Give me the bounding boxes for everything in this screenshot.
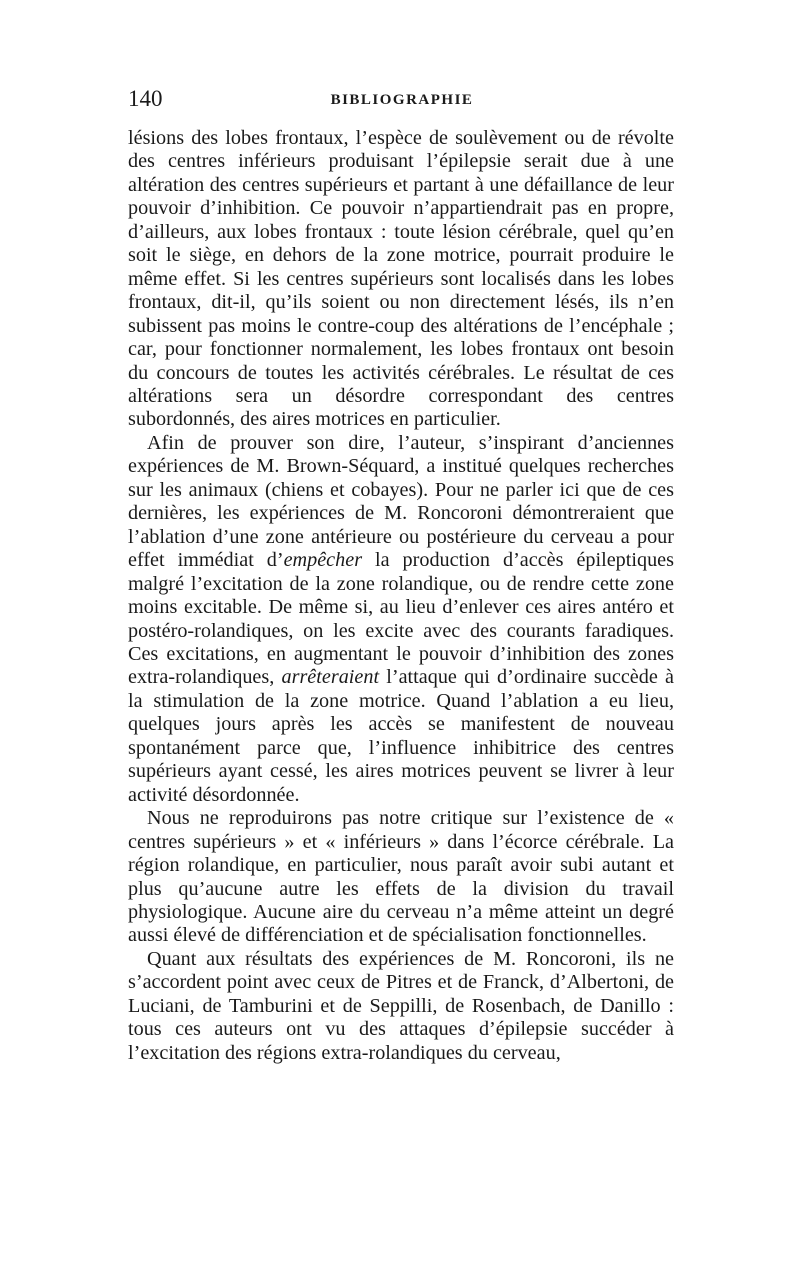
running-title: BIBLIOGRAPHIE bbox=[330, 92, 474, 108]
text-segment: l’attaque qui d’ordinaire succède à la stimulation de la zone motrice. Quand l’ablation a eu lieu, quelques jours après les accès se manifestent de nouveau spontanément parce que, l’influence inhibitrice des centres supérieurs ayant cessé, les aires motrices peuvent se livrer à leur activité désordonnée. bbox=[128, 666, 674, 806]
text-segment: Quant aux résultats des expériences de M. Roncoroni, ils ne s’accordent point avec ceux de Pitres et de Franck, d’Albertoni, de Luciani, de Tamburini et de Seppilli, de Rosenbach, de Danillo : tous ces auteurs ont vu des attaques d’épilepsie succéder à l’excitation des régions extra-rolandiques du cerveau, bbox=[128, 947, 674, 1064]
text-segment: la production d’accès épileptiques malgré l’excitation de la zone rolandique, ou de rendre cette zone moins excitable. De même si, au lieu d’enlever ces aires antéro et postéro-rolandiques, on les excite avec des courants faradiques. Ces excitations, en augmentant le pouvoir d’inhibition des zones extra-rolandiques, bbox=[128, 549, 674, 689]
text-segment: Nous ne reproduirons pas notre critique sur l’existence de « centres supérieurs » et « inférieurs » dans l’écorce cérébrale. La région rolandique, en particulier, nous paraît avoir subi autant et plus qu’aucune autre les effets de la division du travail physiologique. Aucune aire du cerveau n’a même atteint un degré aussi élevé de différenciation et de spécialisation fonctionnelles. bbox=[128, 807, 674, 947]
text-segment: Afin de prouver son dire, l’auteur, s’inspirant d’anciennes expériences de M. Brown-Séquard, a institué quelques recherches sur les animaux (chiens et cobayes). Pour ne parler ici que de ces dernières, les expériences de M. Roncoroni démontreraient que l’ablation d’une zone antérieure ou postérieure du cerveau a pour effet immédiat d’ bbox=[128, 431, 674, 572]
page-header bbox=[128, 86, 676, 116]
page-number: 140 bbox=[128, 86, 163, 111]
italic-term-empecher: empêcher bbox=[283, 549, 363, 572]
paragraph-2 bbox=[128, 432, 674, 807]
paragraph-1 bbox=[128, 127, 674, 432]
paragraph-3 bbox=[128, 807, 674, 948]
paragraph-4 bbox=[128, 948, 674, 1065]
italic-term-arreteraient: arrêteraient bbox=[281, 666, 380, 689]
text-segment: lésions des lobes frontaux, l’espèce de soulèvement ou de révolte des centres inférieurs produisant l’épilepsie serait due à une altération des centres supérieurs et partant à une défaillance de leur pouvoir d’inhibition. Ce pouvoir n’appartiendrait pas en propre, d’ailleurs, aux lobes frontaux : toute lésion cérébrale, quel qu’en soit le siège, en dehors de la zone motrice, pourrait produire le même effet. Si les centres supérieurs sont localisés dans les lobes frontaux, dit-il, qu’ils soient ou non directement lésés, ils n’en subissent pas moins le contre-coup des altérations de l’encéphale ; car, pour fonctionner normalement, les lobes frontaux ont besoin du concours de toutes les activités cérébrales. Le résultat de ces altérations sera un désordre correspondant des centres subordonnés, des aires motrices en particulier. bbox=[128, 127, 674, 431]
body-text bbox=[128, 127, 674, 1065]
